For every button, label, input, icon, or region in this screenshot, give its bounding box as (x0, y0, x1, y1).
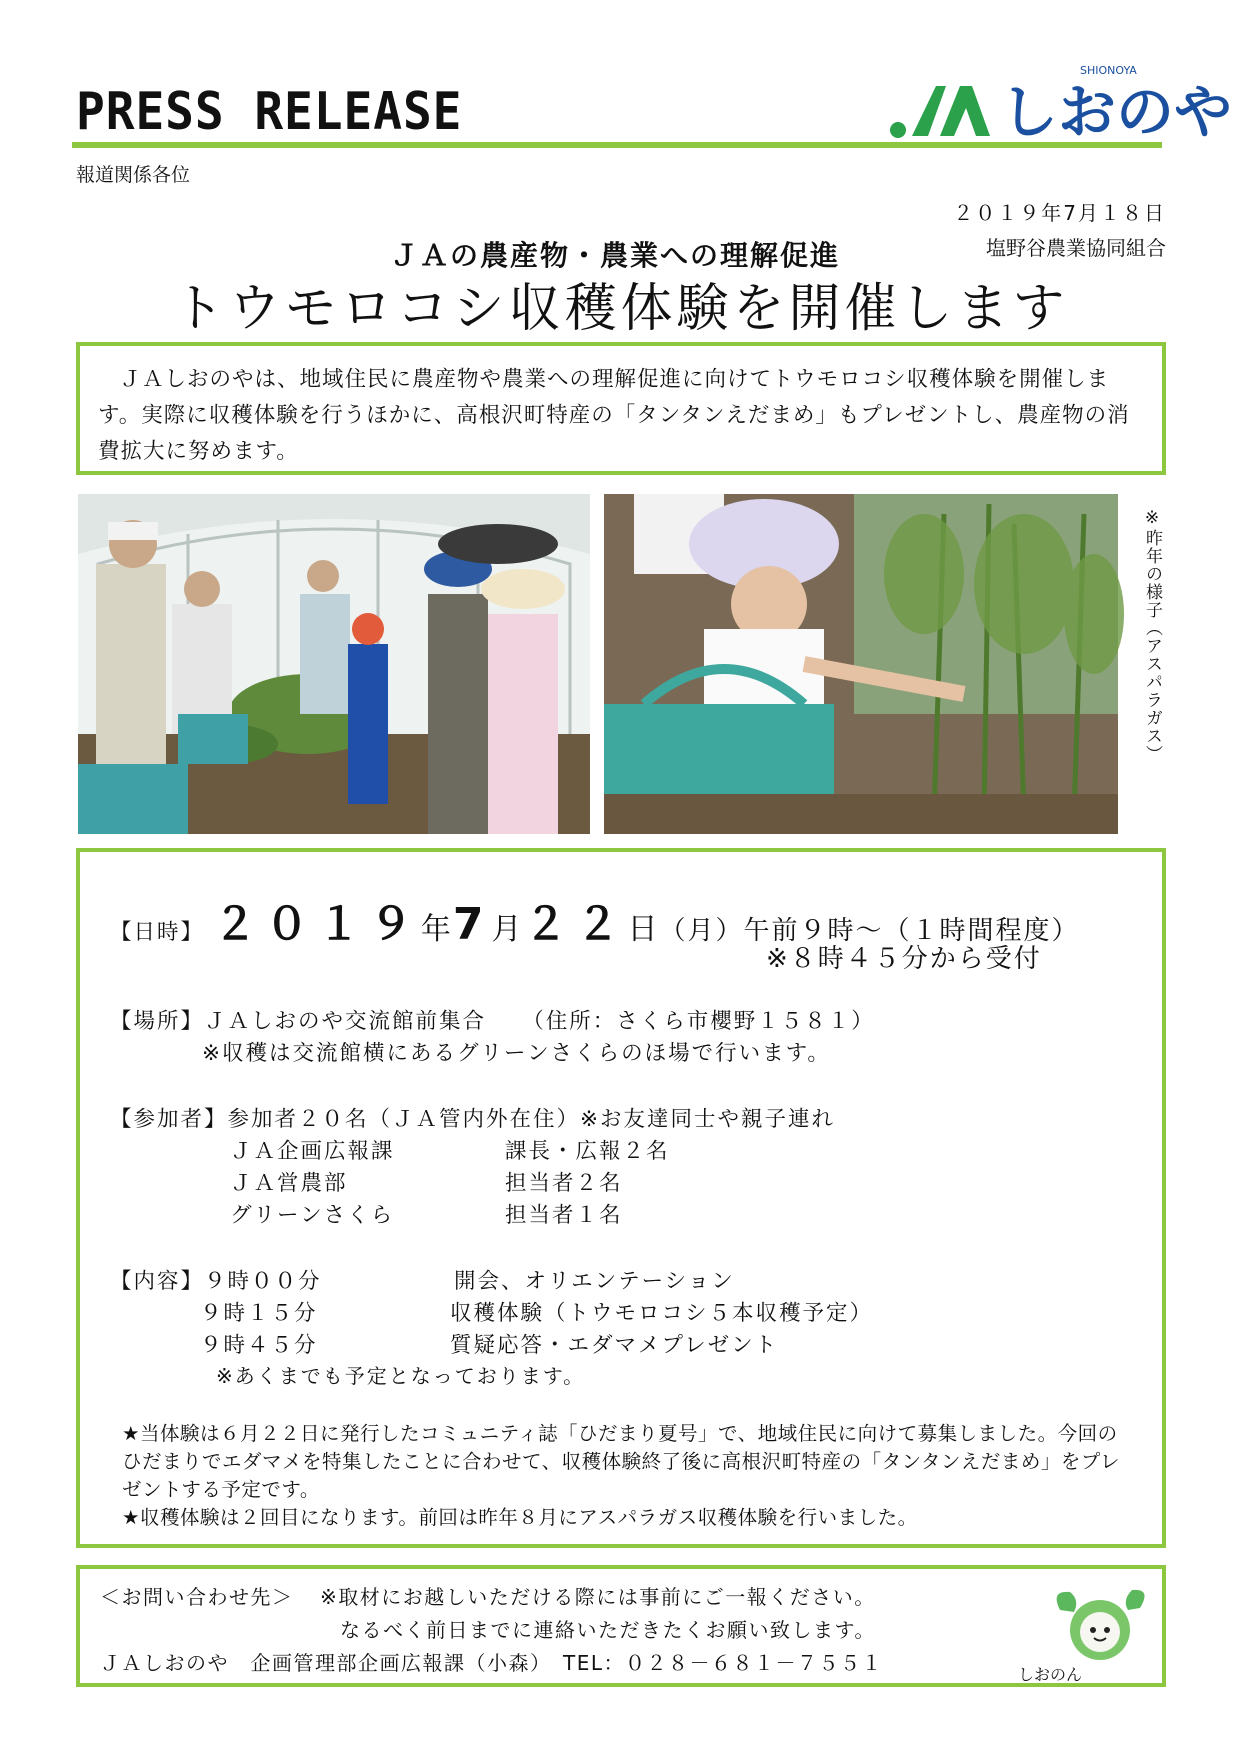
photo-child-harvesting (604, 494, 1118, 834)
summary-text: ＪＡしおのやは、地域住民に農産物や農業への理解促進に向けてトウモロコシ収穫体験を開催します。実際に収穫体験を行うほかに、高根沢町特産の「タンタンえだまめ」もプレゼントし、農産物の消費拡大に努めます。 (98, 367, 1130, 464)
event-month: 7 (452, 899, 492, 950)
reception-note: ※８時４５分から受付 (766, 944, 1042, 974)
addressee: 報道関係各位 (76, 164, 191, 186)
photo-caption: ※昨年の様子（アスパラガス） (1142, 508, 1162, 763)
logo-wordmark: しおのや (1000, 78, 1233, 146)
schedule-row (110, 1264, 735, 1295)
staff-role: 課長・広報２名 (505, 1139, 670, 1164)
place-value: ＪＡしおのや交流館前集合 （住所：さくら市櫻野１５８１） (204, 1009, 875, 1034)
mascot-name: しおのん (1018, 1665, 1083, 1684)
schedule-time: ９時１５分 (200, 1301, 318, 1326)
place-label: 【場所】 (110, 1009, 205, 1034)
contact-box (76, 1565, 1166, 1687)
event-year: ２０１９ (212, 899, 421, 950)
staff-role: 担当者１名 (505, 1203, 623, 1228)
photo-greenhouse-group (78, 494, 590, 834)
content-label: 【内容】 (110, 1269, 205, 1294)
schedule-row (200, 1296, 873, 1327)
contact-line2: なるべく前日までに連絡いただきたくお願い致します。 (340, 1618, 876, 1642)
participants-row (110, 1102, 835, 1133)
event-details-box (76, 848, 1166, 1548)
month-suffix: 月 (491, 912, 524, 947)
schedule-time: ９時００分 (204, 1269, 322, 1294)
staff-dept: ＪＡ営農部 (230, 1171, 348, 1196)
datetime-label: 【日時】 (110, 920, 205, 945)
schedule-time: ９時４５分 (200, 1333, 318, 1358)
ja-shionoya-logo (880, 58, 1233, 148)
logo-subtext: SHIONOYA (1080, 64, 1137, 77)
schedule-item: 開会、オリエンテーション (454, 1269, 735, 1294)
staff-row (230, 1198, 623, 1229)
day-suffix: 日 (627, 912, 660, 947)
staff-role: 担当者２名 (505, 1171, 623, 1196)
schedule-row (200, 1328, 778, 1359)
note-second-event: ★収穫体験は２回目になります。前回は昨年８月にアスパラガス収穫体験を行いました。 (122, 1506, 918, 1529)
schedule-item: 質疑応答・エダマメプレゼント (450, 1333, 779, 1358)
staff-row (230, 1166, 623, 1197)
year-suffix: 年 (420, 912, 453, 947)
participants-value: 参加者２０名（ＪＡ管内外在住）※お友達同士や親子連れ (227, 1107, 836, 1132)
place-note: ※収穫は交流館横にあるグリーンさくらのほ場で行います。 (202, 1041, 831, 1066)
staff-row (230, 1134, 670, 1165)
note-community-magazine: ★当体験は６月２２日に発行したコミュニティ誌「ひだまり夏号」で、地域住民に向けて募集しました。今回のひだまりでエダマメを特集したことに合わせて、収穫体験終了後に高根沢町特産の「タンタンえだまめ」をプレゼントする予定です。 (122, 1422, 1121, 1501)
contact-line1: ※取材にお越しいただける際には事前にご一報ください。 (320, 1585, 876, 1609)
participants-label: 【参加者】 (110, 1107, 228, 1132)
headline-title: トウモロコシ収穫体験を開催します (172, 279, 1069, 339)
organization-name: 塩野谷農業協同組合 (986, 236, 1166, 260)
contact-label: ＜お問い合わせ先＞ (100, 1585, 294, 1609)
press-release-heading: PRESS RELEASE (76, 82, 463, 142)
contact-phone-line: ＪＡしおのや 企画管理部企画広報課（小森） TEL：０２８－６８１－７５５１ (100, 1651, 883, 1675)
event-time: （月）午前９時～（１時間程度） (659, 916, 1080, 946)
schedule-item: 収穫体験（トウモロコシ５本収穫予定） (450, 1301, 874, 1326)
event-day: ２２ (523, 899, 628, 950)
mascot-shionon-icon (1040, 1580, 1160, 1670)
staff-dept: グリーンさくら (230, 1203, 395, 1228)
schedule-note: ※あくまでも予定となっております。 (216, 1364, 586, 1388)
release-date: ２０１９年7月１８日 (953, 201, 1166, 225)
staff-dept: ＪＡ企画広報課 (230, 1139, 395, 1164)
summary-box (76, 342, 1166, 475)
place-row (110, 1004, 875, 1035)
headline-subtitle: ＪＡの農産物・農業への理解促進 (390, 239, 841, 272)
